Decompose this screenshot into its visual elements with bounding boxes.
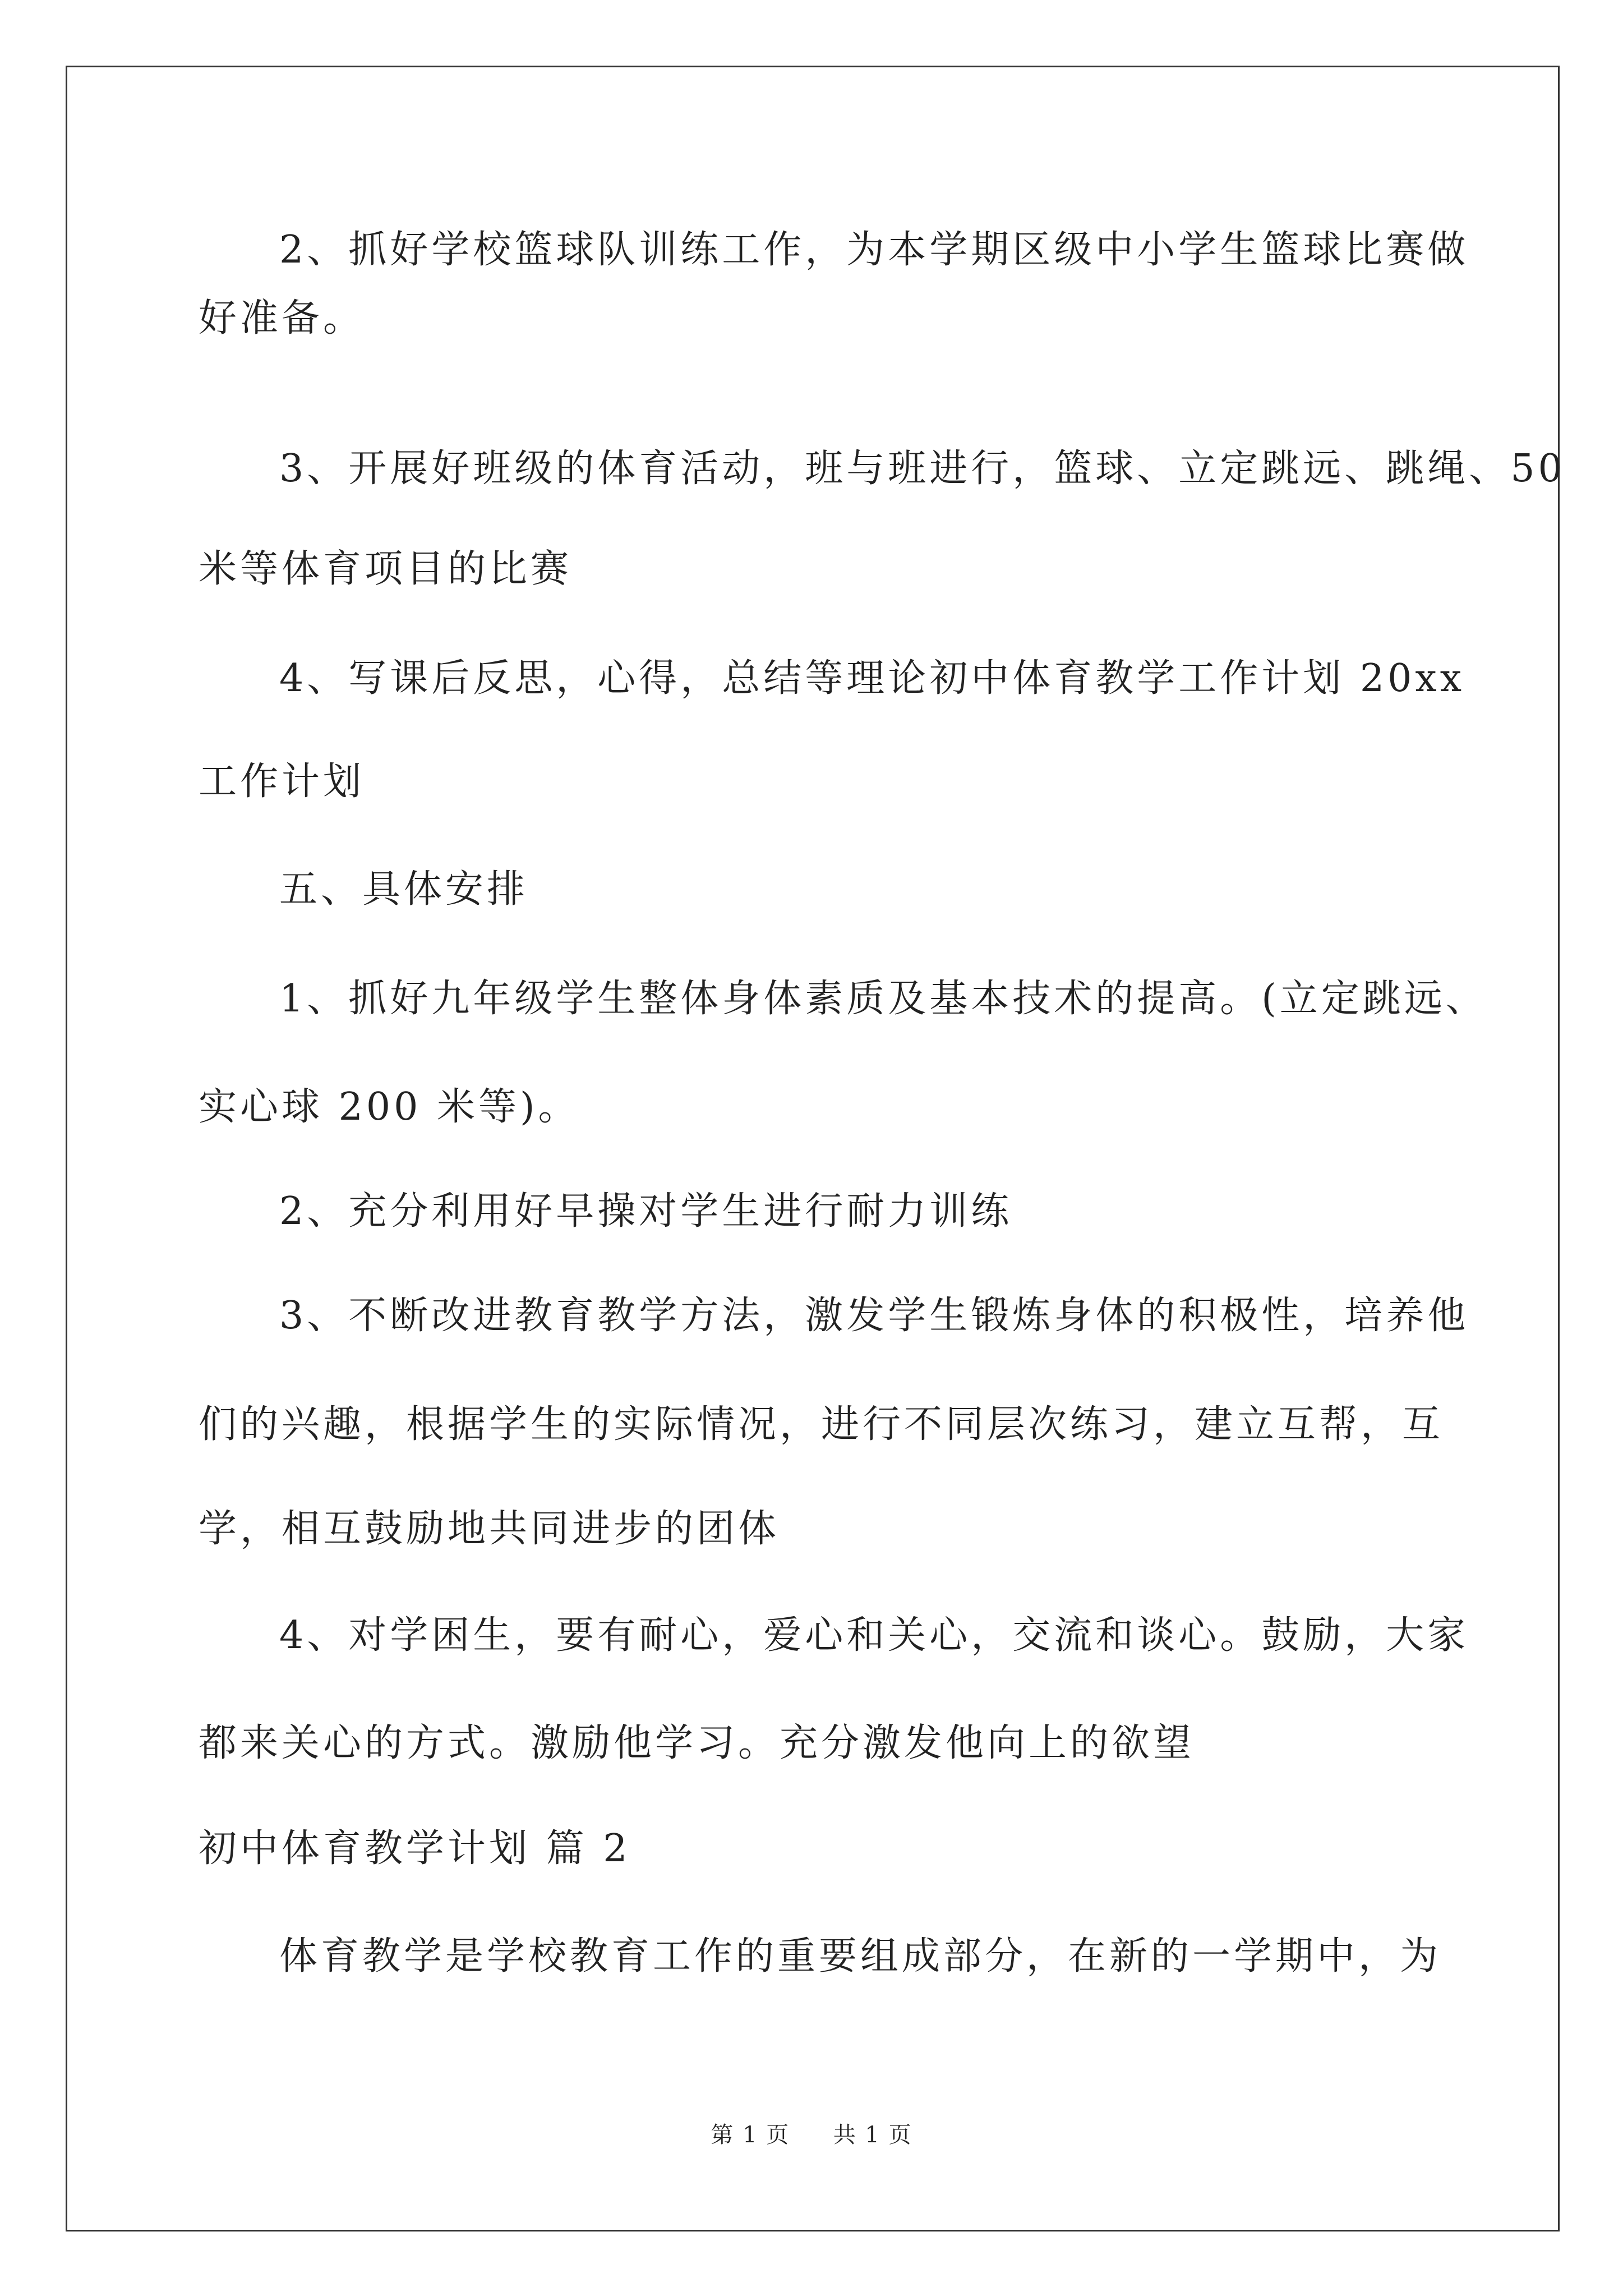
- text-line: 3、开展好班级的体育活动，班与班进行，篮球、立定跳远、跳绳、50: [279, 447, 1566, 491]
- page-footer: [0, 2119, 1623, 2151]
- text-line: 3、不断改进教育教学方法，激发学生锻炼身体的积极性，培养他: [279, 1294, 1469, 1338]
- page-frame: [66, 66, 1560, 2231]
- text-line: 米等体育项目的比赛: [199, 547, 573, 591]
- text-line: 4、写课后反思，心得，总结等理论初中体育教学工作计划 20xx: [279, 656, 1465, 701]
- text-line: 实心球 200 米等)。: [199, 1085, 580, 1129]
- text-line: 1、抓好九年级学生整体身体素质及基本技术的提高。(立定跳远、: [279, 977, 1487, 1021]
- text-line: 2、充分利用好早操对学生进行耐力训练: [279, 1189, 1013, 1234]
- text-line: 4、对学困生，要有耐心，爱心和关心，交流和谈心。鼓励，大家: [279, 1613, 1469, 1658]
- page-total: 共 1 页: [833, 2122, 912, 2148]
- section-heading: 五、具体安排: [279, 867, 529, 912]
- text-line: 2、抓好学校篮球队训练工作，为本学期区级中小学生篮球比赛做: [279, 228, 1469, 272]
- section-title: 初中体育教学计划 篇 2: [199, 1826, 631, 1871]
- text-line: 学，相互鼓励地共同进步的团体: [199, 1507, 780, 1551]
- page-number: 第 1 页: [711, 2122, 790, 2148]
- text-line: 都来关心的方式。激励他学习。充分激发他向上的欲望: [199, 1721, 1195, 1765]
- text-line: 们的兴趣，根据学生的实际情况，进行不同层次练习，建立互帮，互: [199, 1402, 1444, 1447]
- text-line: 体育教学是学校教育工作的重要组成部分，在新的一学期中，为: [279, 1934, 1442, 1978]
- text-line: 好准备。: [199, 296, 365, 341]
- text-line: 工作计划: [199, 760, 365, 804]
